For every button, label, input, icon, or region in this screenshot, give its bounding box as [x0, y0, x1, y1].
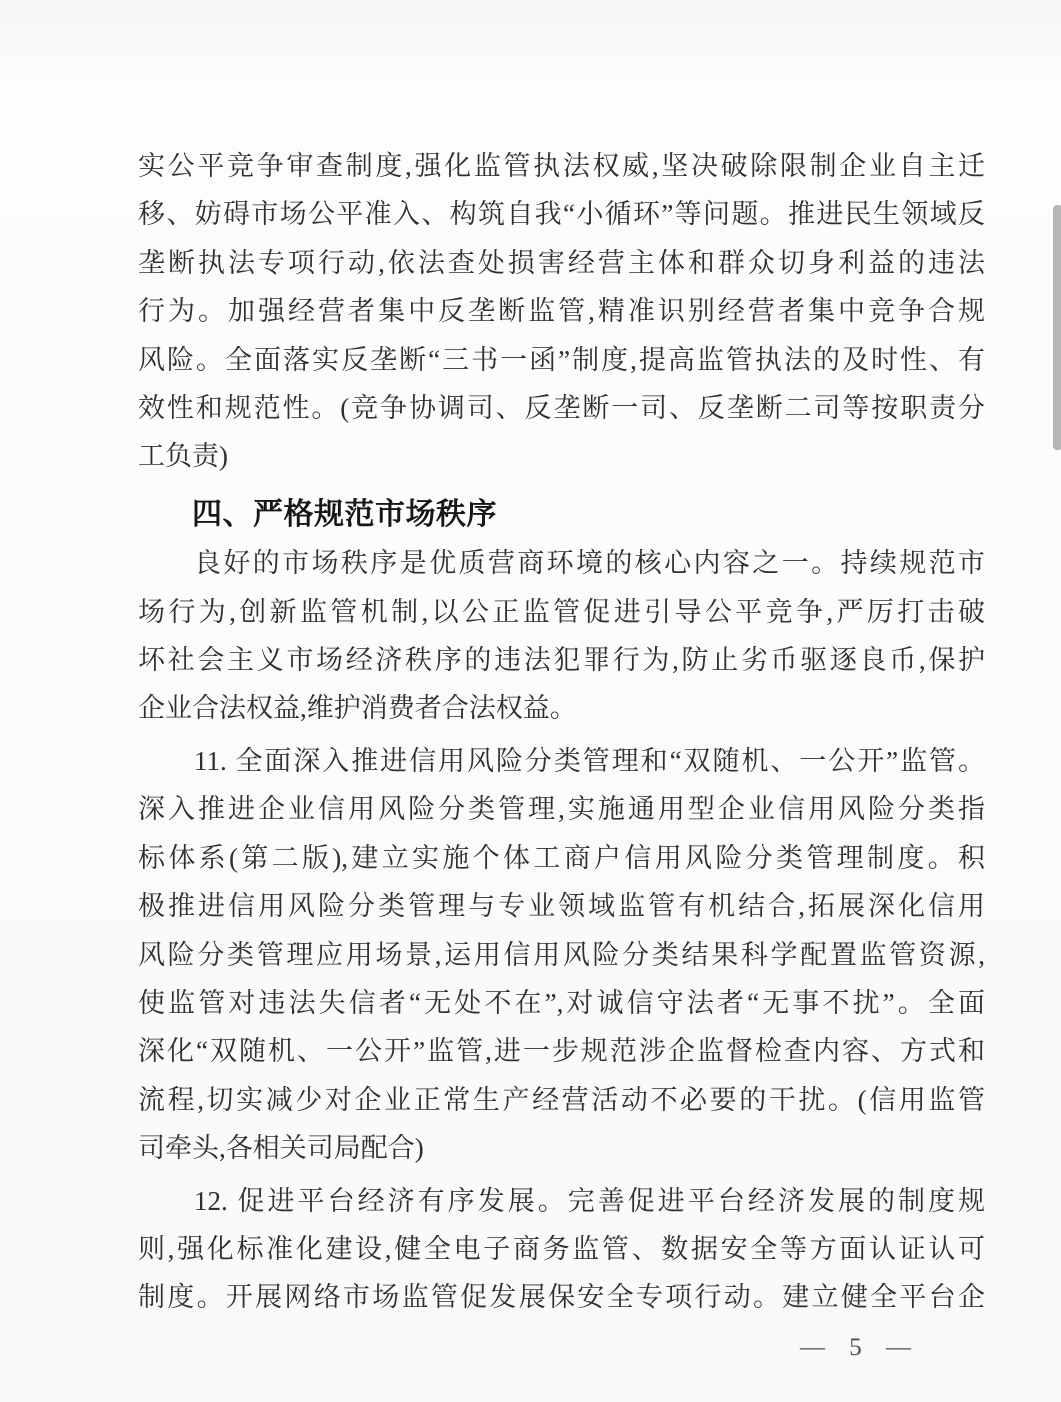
document-line: 企业合法权益,维护消费者合法权益。 [138, 693, 577, 724]
document-line: 流程,切实减少对企业正常生产经营活动不必要的干扰。(信用监管 [138, 1084, 985, 1115]
document-line: 12. 促进平台经济有序发展。完善促进平台经济发展的制度规 [194, 1185, 985, 1216]
document-line: 风险分类管理应用场景,运用信用风险分类结果科学配置监管资源, [138, 939, 985, 970]
document-text [138, 142, 985, 1322]
page-number: — 5 — [800, 1334, 912, 1361]
document-line: 实公平竞争审查制度,强化监管执法权威,坚决破除限制企业自主迁 [138, 151, 985, 181]
document-line: 则,强化标准化建设,健全电子商务监管、数据安全等方面认证认可 [138, 1233, 985, 1264]
document-line: 极推进信用风险分类管理与专业领域监管有机结合,拓展深化信用 [138, 891, 985, 922]
document-line: 司牵头,各相关司局配合) [138, 1133, 424, 1164]
document-line: 深化“双随机、一公开”监管,进一步规范涉企监督检查内容、方式和 [138, 1036, 985, 1067]
document-line: 良好的市场秩序是优质营商环境的核心内容之一。持续规范市 [194, 548, 985, 579]
section-heading: 四、严格规范市场秩序 [192, 497, 497, 531]
document-line: 标体系(第二版),建立实施个体工商户信用风险分类管理制度。积 [138, 842, 985, 873]
document-line: 深入推进企业信用风险分类管理,实施通用型企业信用风险分类指 [138, 794, 985, 825]
document-line: 使监管对违法失信者“无处不在”,对诚信守法者“无事不扰”。全面 [138, 987, 985, 1018]
document-line: 坏社会主义市场经济秩序的违法犯罪行为,防止劣币驱逐良币,保护 [138, 645, 985, 676]
document-line: 11. 全面深入推进信用风险分类管理和“双随机、一公开”监管。 [194, 745, 985, 776]
document-line: 制度。开展网络市场监管促发展保安全专项行动。建立健全平台企 [138, 1282, 985, 1313]
document-line: 场行为,创新监管机制,以公正监管促进引导公平竞争,严厉打击破 [138, 596, 985, 627]
document-line: 行为。加强经营者集中反垄断监管,精准识别经营者集中竞争合规 [138, 296, 985, 327]
document-line: 工负责) [138, 441, 228, 472]
document-line: 效性和规范性。(竞争协调司、反垄断一司、反垄断二司等按职责分 [138, 393, 985, 424]
document-line: 移、妨碍市场公平准入、构筑自我“小循环”等问题。推进民生领域反 [138, 199, 985, 230]
document-line: 垄断执法专项行动,依法查处损害经营主体和群众切身利益的违法 [138, 247, 985, 278]
document-line: 风险。全面落实反垄断“三书一函”制度,提高监管执法的及时性、有 [138, 344, 985, 375]
scrollbar-thumb[interactable] [1053, 205, 1061, 450]
